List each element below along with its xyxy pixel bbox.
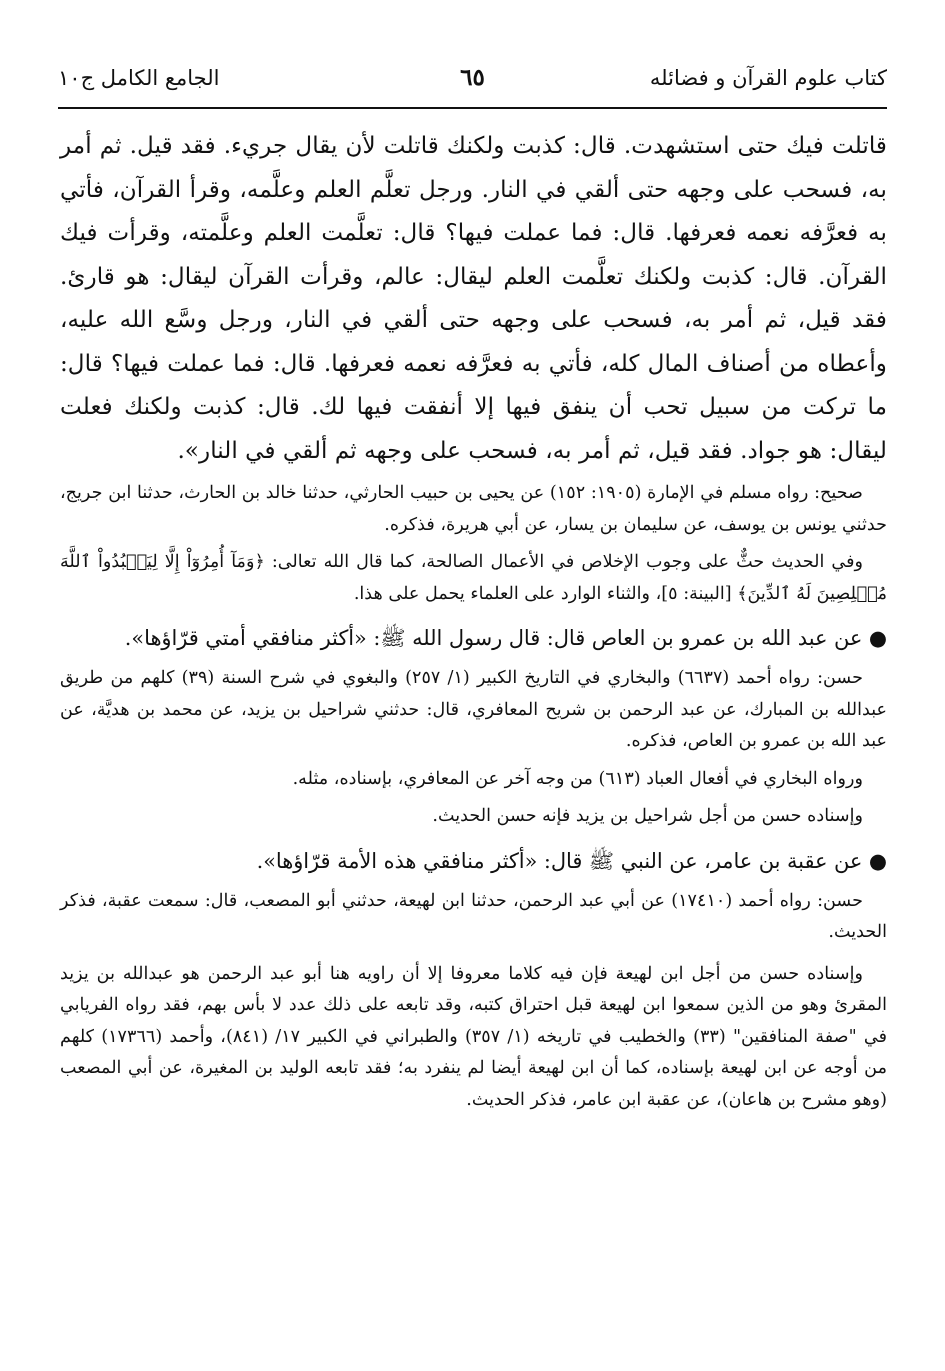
hadith-bullet-2: ● عن عقبة بن عامر، عن النبي ﷺ قال: «أكثر منافقي هذه الأمة قرّاؤها». (256, 848, 887, 873)
header-divider (58, 107, 887, 109)
volume-label: الجامع الكامل ج١٠ (58, 66, 220, 90)
narration-note: ورواه البخاري في أفعال العباد (٦١٣) من وجه آخر عن المعافري، بإسناده، مثله. (292, 768, 863, 789)
isnad-discussion: وإسناده حسن من أجل ابن لهيعة فإن فيه كلاما معروفا إلا أن راويه هنا أبو عبد الرحمن هو عبدالله بن يزيد المقرئ وهو من الذين سمعوا ابن لهيعة قبل احتراق كتبه، وقد تابعه على ذلك عدد لا بأس بهم، فقد رواه الفريابي في "صفة المنافقين" (٣٣) والخطيب في تاريخه (١/ ٣٥٧) والطبراني في الكبير ١٧/ (٨٤١)، وأحمد (١٧٣٦٦) كلهم من أوجه عن ابن لهيعة بإسناده، كما أن ابن لهيعة أيضا لم ينفرد به؛ فقد تابعه الوليد بن المغيرة، عن أبي المصعب (وهو مشرح بن هاعان)، عن عقبة ابن عامر، فذكر الحديث. (60, 963, 887, 1110)
hadith-bullet-1: ● عن عبد الله بن عمرو بن العاص قال: قال رسول الله ﷺ: «أكثر منافقي أمتي قرّاؤها». (124, 626, 887, 650)
isnad-note: وإسناده حسن من أجل شراحيل بن يزيد فإنه حسن الحديث. (432, 806, 863, 826)
book-title: كتاب علوم القرآن و فضائله (649, 66, 887, 90)
takhrij-note: صحيح: رواه مسلم في الإمارة (١٩٠٥: ١٥٢) عن يحيى بن حبيب الحارثي، حدثنا خالد بن الحارث، حدثنا ابن جريج، حدثني يونس بن يوسف، عن سليمان بن يسار، عن أبي هريرة، فذكره. (60, 483, 887, 535)
page-body (60, 124, 887, 1116)
hadith-text: قاتلت فيك حتى استشهدت. قال: كذبت ولكنك قاتلت لأن يقال جريء. فقد قيل. ثم أمر به، فسحب على وجهه حتى ألقي في النار. ورجل تعلَّم العلم وعلَّمه، وقرأ القرآن، فأتي به فعرَّفه نعمه فعرفها. قال: فما عملت فيها؟ قال: تعلَّمت العلم وعلَّمته، وقرأت فيك القرآن. قال: كذبت ولكنك تعلَّمت العلم ليقال: عالم، وقرأت القرآن ليقال: هو قارئ. فقد قيل، ثم أمر به، فسحب على وجهه حتى ألقي في النار، ورجل وسَّع الله عليه، وأعطاه من أصناف المال كله، فأتي به فعرَّفه نعمه فعرفها. قال: فما عملت فيها؟ قال: ما تركت من سبيل تحب أن ينفق فيها إلا أنفقت فيها لك. قال: كذبت ولكنك فعلت ليقال: هو جواد. فقد قيل، ثم أمر به، فسحب على وجهه ثم ألقي في النار». (60, 132, 887, 464)
takhrij-note-3: حسن: رواه أحمد (١٧٤١٠) عن أبي عبد الرحمن، حدثنا ابن لهيعة، حدثني أبو المصعب، قال: سمعت عقبة، فذكر الحديث. (60, 890, 887, 942)
page-header (58, 58, 887, 98)
commentary-note: وفي الحديث حثٌّ على وجوب الإخلاص في الأعمال الصالحة، كما قال الله تعالى: ﴿وَمَآ أُمِرُوٓاْ إِلَّا لِيَعۡبُدُواْ ٱللَّهَ مُخۡلِصِينَ لَهُ ٱلدِّينَ﴾ [البينة: ٥]، والثناء الوارد على العلماء يحمل على هذا. (60, 552, 887, 604)
takhrij-note-2: حسن: رواه أحمد (٦٦٣٧) والبخاري في التاريخ الكبير (١/ ٢٥٧) والبغوي في شرح السنة (٣٩) كلهم من طريق عبدالله بن المبارك، عن عبد الرحمن بن شريح المعافري، قال: حدثني شراحيل بن يزيد، عن محمد بن هديَّة، عن عبد الله بن عمرو بن العاص، فذكره. (60, 668, 887, 751)
page-number: ٦٥ (460, 64, 485, 91)
